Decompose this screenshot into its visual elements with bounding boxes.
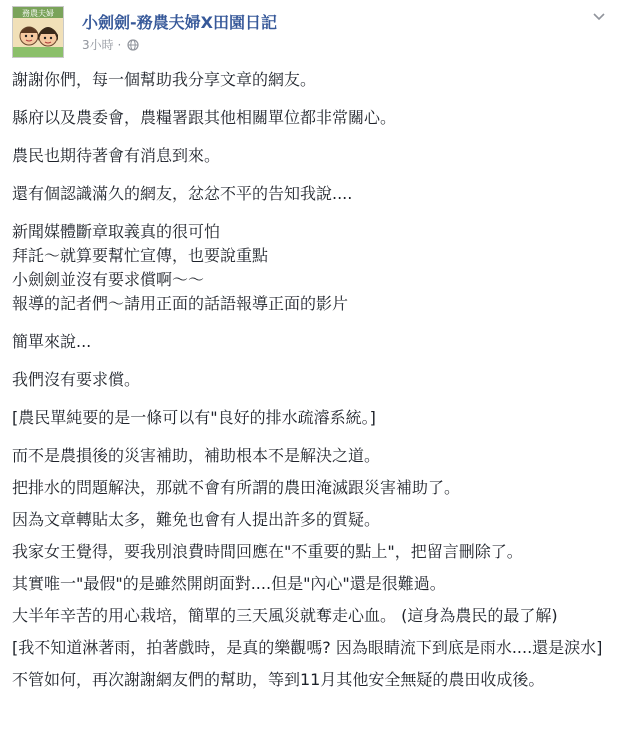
- post-paragraph: 縣府以及農委會，農糧署跟其他相關單位都非常關心。: [12, 108, 397, 127]
- post-paragraph: 我們沒有要求償。: [12, 370, 141, 389]
- post-timestamp[interactable]: 3小時: [82, 38, 114, 52]
- post-paragraph: 因為文章轉貼太多，難免也會有人提出許多的質疑。: [12, 510, 381, 529]
- post-meta: [82, 36, 139, 53]
- page-name-link[interactable]: 小劍劍-務農夫婦X田園日記: [82, 13, 277, 32]
- post-paragraph: 還有個認識滿久的網友，忿忿不平的告知我說....: [12, 184, 353, 203]
- post-paragraph: [我不知道淋著雨，拍著戲時，是真的樂觀嗎? 因為眼睛流下到底是雨水....還是淚水]: [12, 638, 603, 657]
- chevron-down-icon[interactable]: [591, 8, 607, 24]
- post-body: [12, 68, 607, 700]
- post-paragraph: 把排水的問題解決，那就不會有所謂的農田淹滅跟災害補助了。: [12, 478, 461, 497]
- post-paragraph: 而不是農損後的災害補助，補助根本不是解決之道。: [12, 446, 381, 465]
- globe-icon[interactable]: [127, 39, 139, 51]
- avatar-illustration-icon: [13, 7, 63, 57]
- avatar[interactable]: [12, 6, 64, 58]
- meta-separator: ·: [117, 38, 122, 52]
- post-header: [12, 6, 607, 58]
- post-paragraph: 謝謝你們，每一個幫助我分享文章的網友。: [12, 70, 317, 89]
- post-paragraph: 大半年辛苦的用心栽培，簡單的三天風災就奪走心血。 (這身為農民的最了解): [12, 606, 558, 625]
- post-paragraph: [農民單純要的是一條可以有"良好的排水疏濬系統。]: [12, 408, 376, 427]
- post-paragraph: 新聞媒體斷章取義真的很可怕 拜託～就算要幫忙宣傳，也要說重點 小劍劍並沒有要求償啊～～ 報導的記者們～請用正面的話語報導正面的影片: [12, 222, 349, 313]
- post-paragraph: 簡單來說...: [12, 332, 92, 351]
- svg-text:務農夫婦: 務農夫婦: [22, 9, 54, 18]
- post-paragraph: 我家女王覺得，要我別浪費時間回應在"不重要的點上"，把留言刪除了。: [12, 542, 523, 561]
- post-paragraph: 其實唯一"最假"的是雖然開朗面對....但是"內心"還是很難過。: [12, 574, 446, 593]
- post-paragraph: 農民也期待著會有消息到來。: [12, 146, 221, 165]
- post-paragraph: 不管如何，再次謝謝網友們的幫助，等到11月其他安全無疑的農田收成後。: [12, 670, 545, 689]
